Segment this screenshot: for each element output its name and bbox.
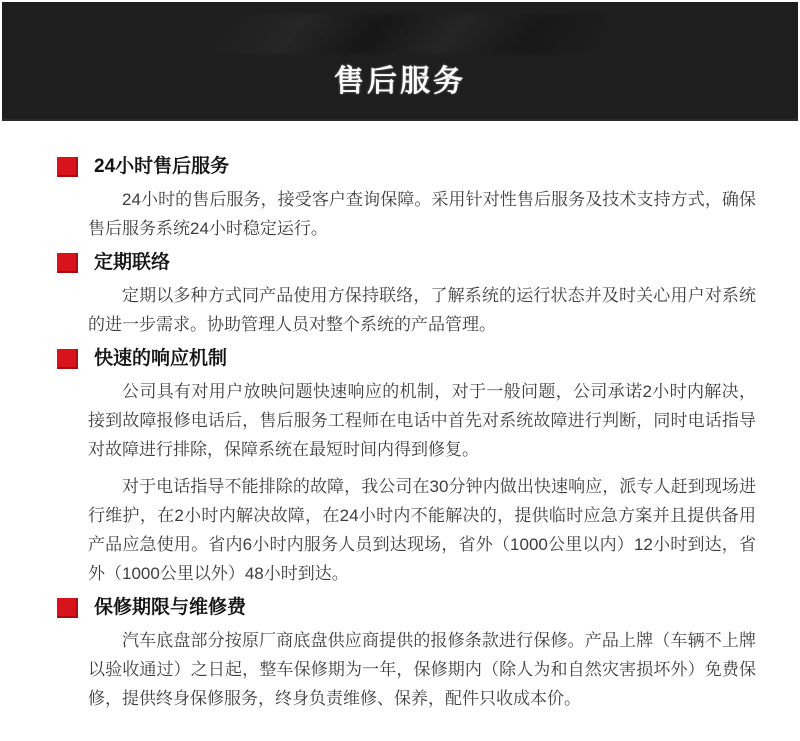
section-heading-row — [57, 598, 756, 618]
section-body — [88, 626, 756, 713]
page-header-banner — [2, 2, 798, 121]
section-body — [88, 185, 756, 243]
section-body — [88, 281, 756, 339]
paragraph: 定期以多种方式同产品使用方保持联络，了解系统的运行状态并及时关心用户对系统的进一步需求。协助管理人员对整个系统的产品管理。 — [88, 286, 756, 334]
section-24h-service — [57, 157, 756, 243]
paragraph: 公司具有对用户放映问题快速响应的机制，对于一般问题，公司承诺2小时内解决，接到故障报修电话后，售后服务工程师在电话中首先对系统故障进行判断，同时电话指导对故障进行排除，保障系统在最短时间内得到修复。 — [88, 382, 756, 459]
header-watermark — [216, 14, 609, 54]
red-square-bullet-icon — [57, 253, 78, 273]
section-heading: 24小时售后服务 — [94, 156, 230, 177]
section-fast-response — [57, 349, 756, 588]
section-heading: 快速的响应机制 — [94, 348, 228, 369]
section-heading: 保修期限与维修费 — [94, 597, 247, 618]
section-heading-row — [57, 157, 756, 177]
section-warranty — [57, 598, 756, 713]
red-square-bullet-icon — [57, 349, 78, 369]
content-area — [0, 123, 800, 713]
section-regular-contact — [57, 253, 756, 339]
red-square-bullet-icon — [57, 598, 78, 618]
red-square-bullet-icon — [57, 157, 78, 177]
section-heading-row — [57, 253, 756, 273]
paragraph: 24小时的售后服务，接受客户查询保障。采用针对性售后服务及技术支持方式，确保售后服务系统24小时稳定运行。 — [88, 190, 756, 238]
page-title: 售后服务 — [334, 65, 466, 98]
section-heading-row — [57, 349, 756, 369]
section-body — [88, 377, 756, 588]
section-heading: 定期联络 — [94, 252, 171, 273]
paragraph: 对于电话指导不能排除的故障，我公司在30分钟内做出快速响应，派专人赶到现场进行维护，在2小时内解决故障，在24小时内不能解决的，提供临时应急方案并且提供备用产品应急使用。省内6小时内服务人员到达现场，省外（1000公里以内）12小时到达，省外（1000公里以外）48小时到达。 — [88, 477, 756, 583]
paragraph: 汽车底盘部分按原厂商底盘供应商提供的报修条款进行保修。产品上牌（车辆不上牌以验收通过）之日起，整车保修期为一年，保修期内（除人为和自然灾害损坏外）免费保修，提供终身保修服务，终身负责维修、保养，配件只收成本价。 — [88, 631, 756, 708]
